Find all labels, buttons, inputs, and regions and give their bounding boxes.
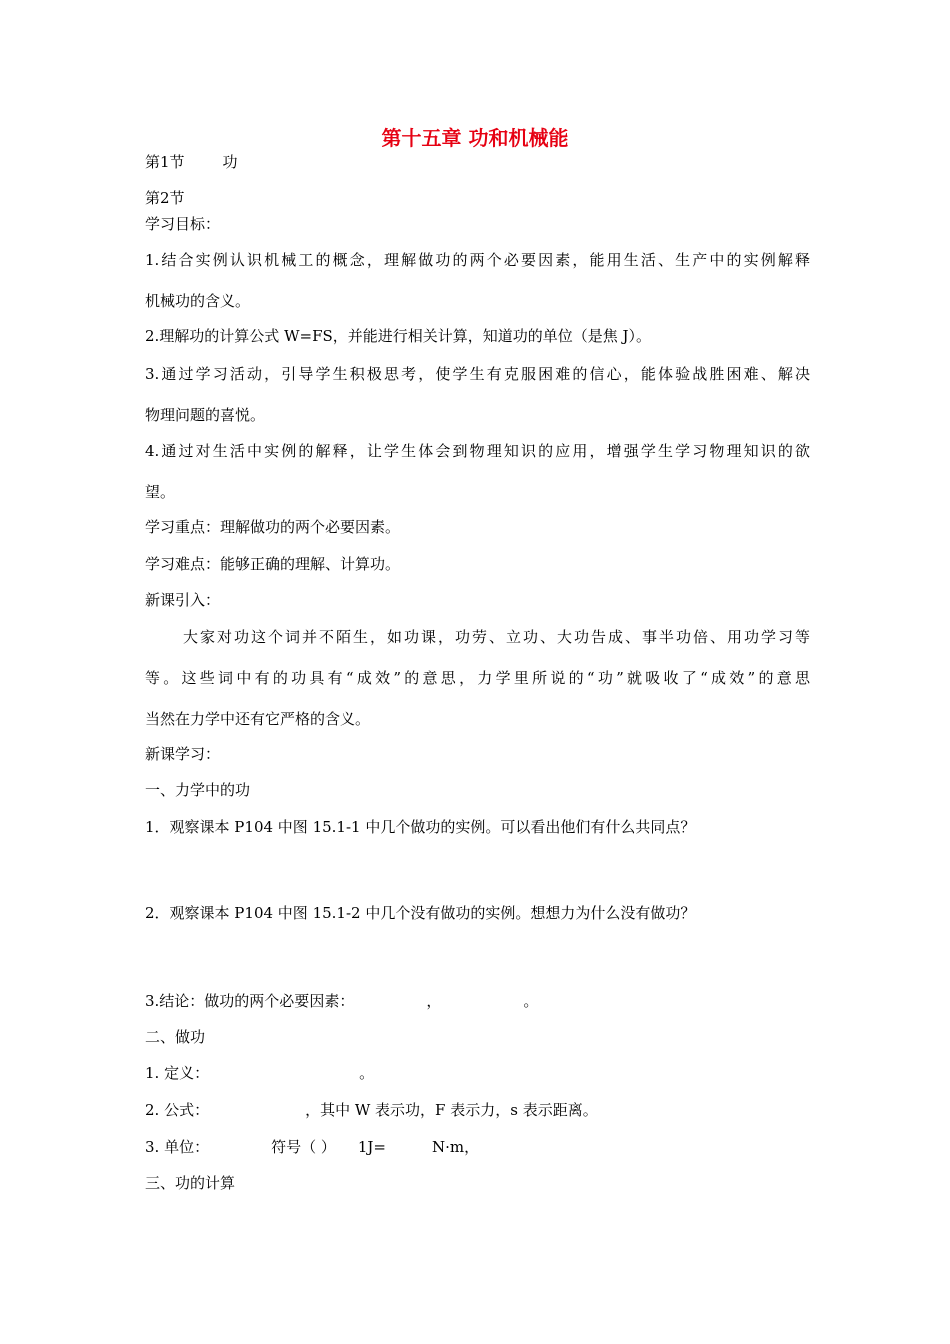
definition-label: 1. 定义：	[145, 1064, 210, 1082]
definition-end: 。	[359, 1064, 375, 1082]
definition-line	[145, 1063, 810, 1083]
part-1-heading: 一、力学中的功	[145, 781, 251, 799]
section-2-number: 第2节	[145, 189, 185, 207]
formula-rest: ，其中 W 表示功，F 表示力，s 表示距离。	[305, 1101, 598, 1119]
section-1-line	[145, 152, 810, 172]
objective-4-line-b: 望。	[145, 483, 176, 501]
unit-symbol: 符号（ ）	[271, 1138, 336, 1156]
unit-label: 3. 单位：	[145, 1138, 210, 1156]
objective-3-line-b: 物理问题的喜悦。	[145, 406, 266, 424]
formula-line	[145, 1100, 810, 1120]
unit-newton-meter: N·m，	[432, 1138, 480, 1156]
key-point: 学习重点：理解做功的两个必要因素。	[145, 518, 401, 536]
objective-1-line-b: 机械功的含义。	[145, 292, 251, 310]
conclusion-label: 3.结论：做功的两个必要因素：	[145, 992, 355, 1010]
study-heading: 新课学习：	[145, 745, 221, 763]
conclusion-line	[145, 991, 810, 1011]
intro-line-a: 大家对功这个词并不陌生，如功课，功劳、立功、大功告成、事半功倍、用功学习等	[183, 628, 810, 646]
objective-1-line-a: 1.结合实例认识机械工的概念，理解做功的两个必要因素，能用生活、生产中的实例解释	[145, 251, 810, 269]
unit-line	[145, 1137, 810, 1157]
difficulty: 学习难点：能够正确的理解、计算功。	[145, 555, 401, 573]
section-1-name: 功	[222, 153, 238, 171]
objective-2: 2.理解功的计算公式 W=FS，并能进行相关计算，知道功的单位（是焦 J）。	[145, 327, 652, 345]
intro-line-c: 当然在力学中还有它严格的含义。	[145, 710, 371, 728]
question-2: 2．观察课本 P104 中图 15.1-2 中几个没有做功的实例。想想力为什么没有做功？	[145, 904, 696, 922]
intro-line-b: 等。这些词中有的功具有“成效”的意思，力学里所说的“功”就吸收了“成效”的意思	[145, 669, 810, 687]
unit-joule: 1J=	[357, 1138, 386, 1156]
objective-4-line-a: 4.通过对生活中实例的解释，让学生体会到物理知识的应用，增强学生学习物理知识的欲	[145, 442, 810, 460]
intro-heading: 新课引入：	[145, 591, 221, 609]
conclusion-comma: ，	[426, 992, 442, 1010]
question-1: 1．观察课本 P104 中图 15.1-1 中几个做功的实例。可以看出他们有什么共同点？	[145, 818, 696, 836]
part-3-heading: 三、功的计算	[145, 1174, 236, 1192]
conclusion-end: 。	[523, 992, 539, 1010]
section-1-number: 第1节	[145, 153, 185, 171]
formula-label: 2. 公式：	[145, 1101, 210, 1119]
part-2-heading: 二、做功	[145, 1028, 206, 1046]
chapter-title: 第十五章 功和机械能	[381, 126, 569, 150]
objective-3-line-a: 3.通过学习活动，引导学生积极思考，使学生有克服困难的信心，能体验战胜困难、解决	[145, 365, 810, 383]
objectives-heading: 学习目标：	[145, 215, 221, 233]
